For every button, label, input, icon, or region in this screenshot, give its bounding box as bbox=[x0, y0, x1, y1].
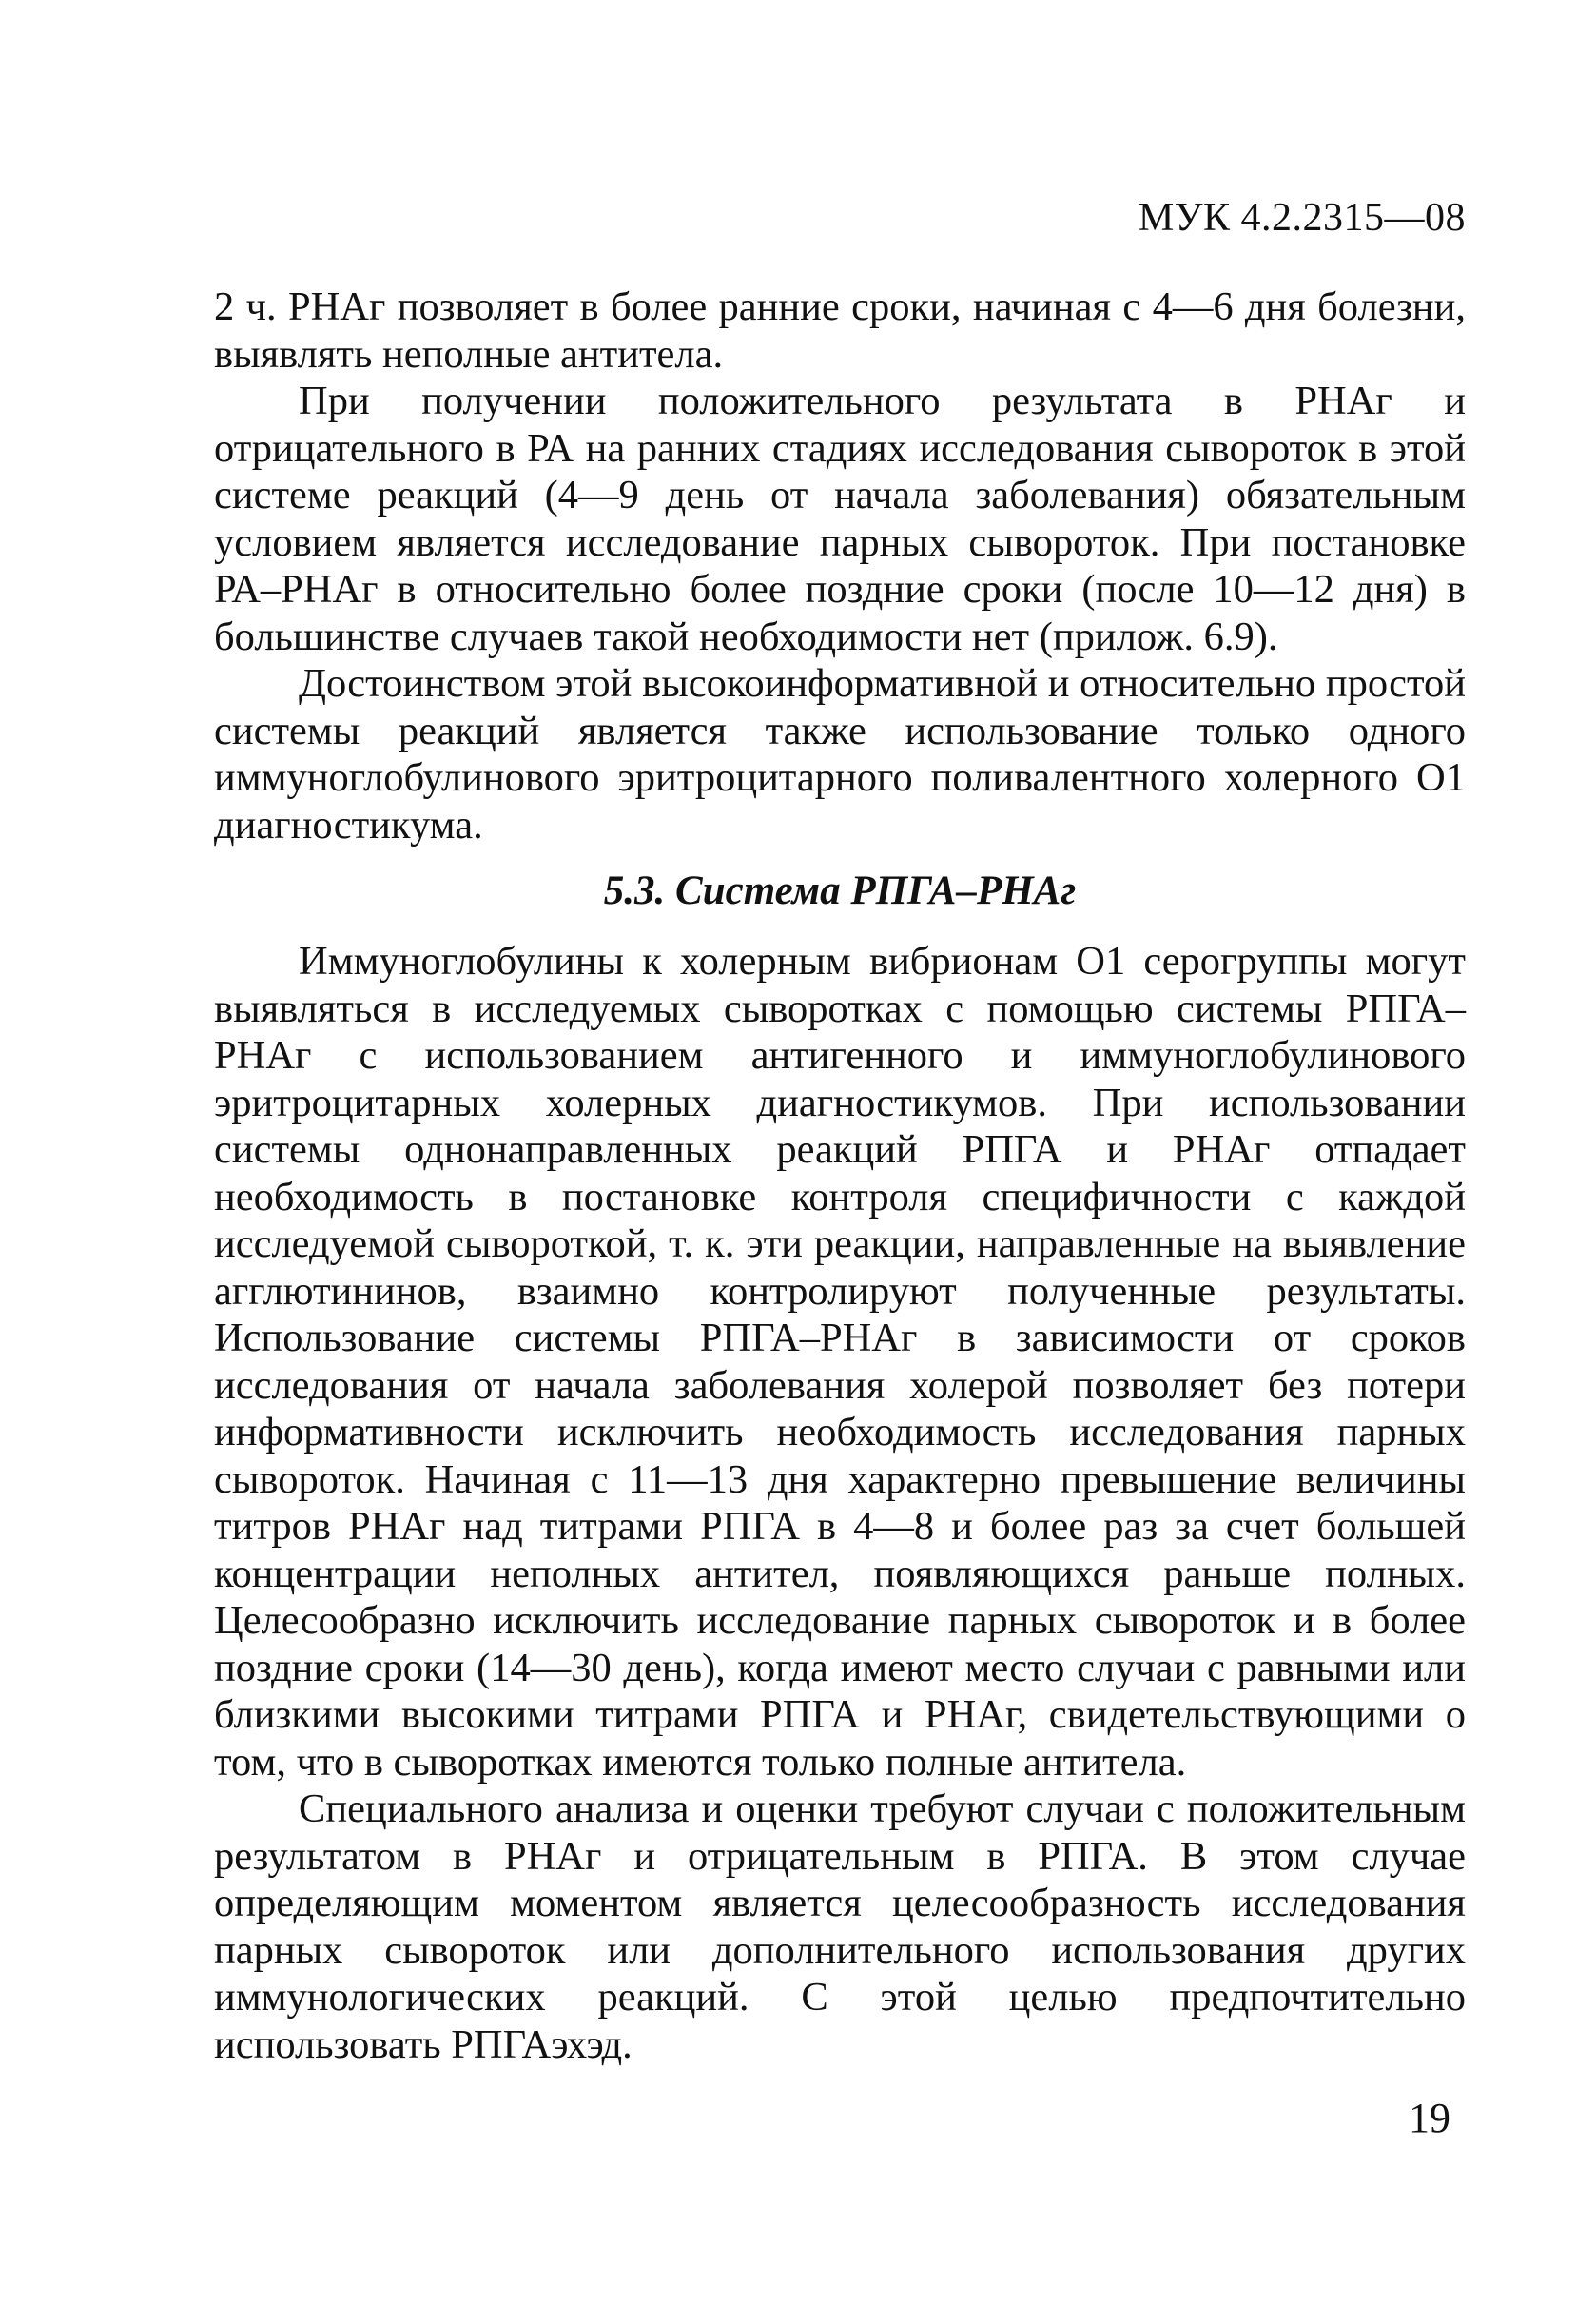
paragraph-diagnosticum-advantage: Достоинством этой высокоинформативной и относительно простой системы реакций является также использование только одного иммуноглобулинового эритроцитарного поливалентного холерного О1 диагностикума. bbox=[214, 661, 1466, 848]
page-number: 19 bbox=[1409, 2095, 1450, 2141]
document-body bbox=[214, 283, 1466, 2068]
section-heading-text: 5.3. Система РПГА–РНАг bbox=[603, 869, 1077, 913]
document-code-header: МУК 4.2.2315—08 bbox=[1138, 196, 1466, 240]
paragraph-rpga-rnag-system: Иммуноглобулины к холерным вибрионам О1 серогруппы могут выявляться в исследуемых сыворотках с помощью системы РПГА–РНАг с использованием антигенного и иммуноглобулинового эритроцитарных холерных диагностикумов. При использовании системы однонаправленных реакций РПГА и РНАг отпадает необходимость в постановке контроля специфичности с каждой исследуемой сывороткой, т. к. эти реакции, направленные на выявление агглютининов, взаимно контролируют полученные результаты. Использование системы РПГА–РНАг в зависимости от сроков исследования от начала заболевания холерой позволяет без потери информативности исключить необходимость исследования парных сывороток. Начиная с 11—13 дня характерно превышение величины титров РНАг над титрами РПГА в 4—8 и более раз за счет большей концентрации неполных антител, появляющихся раньше полных. Целесообразно исключить исследование парных сывороток и в более поздние сроки (14—30 день), когда имеют место случаи с равными или близкими высокими титрами РПГА и РНАг, свидетельствующими о том, что в сыворотках имеются только полные антитела. bbox=[214, 939, 1466, 1785]
paragraph-special-analysis: Специального анализа и оценки требуют случаи с положительным результатом в РНАг и отрицательным в РПГА. В этом случае определяющим моментом является целесообразность исследования парных сывороток или дополнительного использования других иммунологических реакций. С этой целью предпочтительно использовать РПГАэхэд. bbox=[214, 1786, 1466, 2067]
paragraph-continuation: 2 ч. РНАг позволяет в более ранние сроки, начиная с 4—6 дня болезни, выявлять неполные антитела. bbox=[214, 284, 1466, 377]
paragraph-paired-sera: При получении положительного результата в РНАг и отрицательного в РА на ранних стадиях исследования сывороток в этой системе реакций (4—9 день от начала заболевания) обязательным условием является исследование парных сывороток. При постановке РА–РНАг в относительно более поздние сроки (после 10—12 дня) в большинстве случаев такой необходимости нет (прилож. 6.9). bbox=[214, 379, 1466, 659]
section-heading bbox=[214, 868, 1466, 915]
